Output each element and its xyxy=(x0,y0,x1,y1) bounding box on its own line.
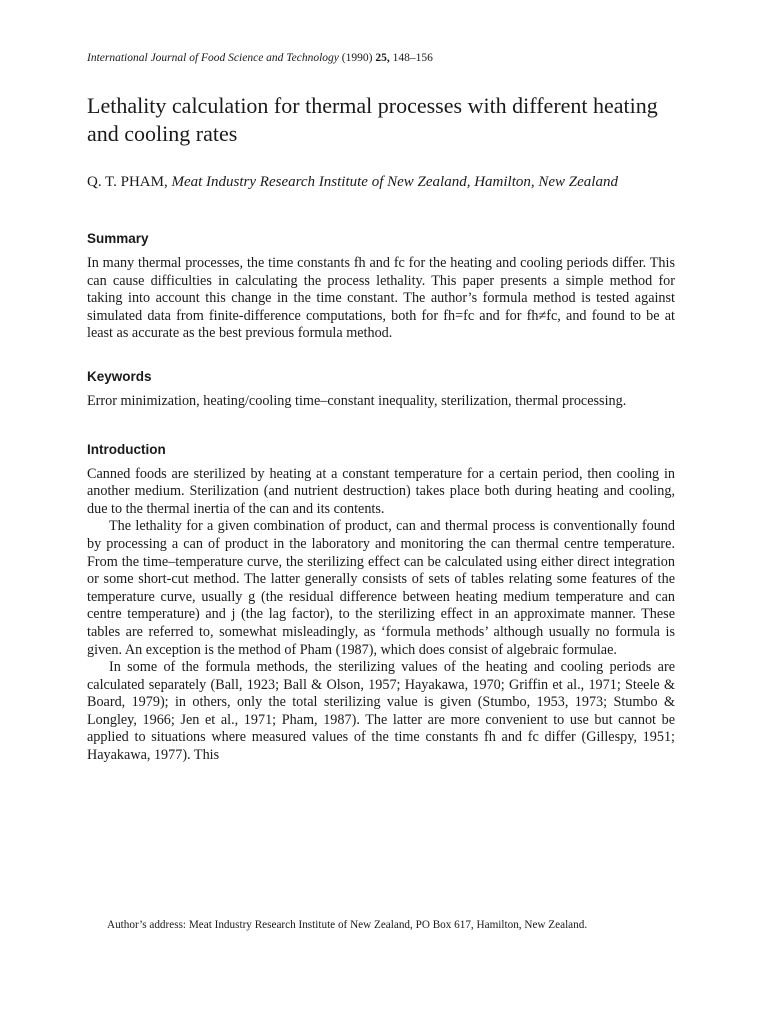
article-title: Lethality calculation for thermal processes with different heating and cooling rates xyxy=(87,93,658,146)
keywords-text: Error minimization, heating/cooling time–constant inequality, sterilization, thermal processing. xyxy=(87,392,627,409)
author-name: Q. T. PHAM, xyxy=(87,174,168,190)
author-affiliation: Meat Industry Research Institute of New Zealand, Hamilton, New Zealand xyxy=(171,174,618,190)
author-line xyxy=(87,172,675,192)
journal-name: International Journal of Food Science and Technology xyxy=(87,52,339,64)
introduction-paragraph-2: The lethality for a given combination of product, can and thermal process is conventionally found by processing a can of product in the laboratory and monitoring the can thermal centre temperature. From the time–temperature curve, the sterilizing effect can be calculated using either direct integration or some short-cut method. The latter generally consists of sets of tables relating some features of the temperature curve, usually g (the residual difference between heating medium temperature and can centre temperature) and j (the lag factor), to the sterilizing effect in an approximate manner. These tables are referred to, somewhat misleadingly, as ‘formula methods’ although usually no formula is given. An exception is the method of Pham (1987), which does consist of algebraic formulae. xyxy=(87,518,675,658)
journal-pages: 148–156 xyxy=(392,52,433,64)
author-address-footnote: Author’s address: Meat Industry Research Institute of New Zealand, PO Box 617, Hamilton, New Zealand. xyxy=(107,919,588,931)
journal-volume: 25, xyxy=(375,52,390,64)
summary-text: In many thermal processes, the time constants fh and fc for the heating and cooling periods differ. This can cause difficulties in calculating the process lethality. This paper presents a simple method for taking into account this change in the time constant. The author’s formula method is tested against simulated data from finite-difference computations, both for fh=fc and for fh≠fc, and found to be at least as accurate as the best previous formula method. xyxy=(87,255,675,342)
introduction-heading: Introduction xyxy=(87,441,166,457)
article-page xyxy=(87,50,675,765)
journal-citation xyxy=(87,50,675,66)
summary-heading: Summary xyxy=(87,231,149,246)
introduction-paragraph-1: Canned foods are sterilized by heating at a constant temperature for a certain period, then cooling in another medium. Sterilization (and nutrient destruction) takes place both during heating and cooling, due to the thermal inertia of the can and its contents. xyxy=(87,465,675,517)
introduction-paragraph-3: In some of the formula methods, the sterilizing values of the heating and cooling periods are calculated separately (Ball, 1923; Ball & Olson, 1957; Hayakawa, 1970; Griffin et al., 1971; Steele & Board, 1979); in others, only the total sterilizing value is given (Stumbo, 1953, 1973; Stumbo & Longley, 1966; Jen et al., 1971; Pham, 1987). The latter are more convenient to use but cannot be applied to situations where measured values of the time constants fh and fc differ (Gillespy, 1951; Hayakawa, 1977). This xyxy=(87,659,675,764)
keywords-heading: Keywords xyxy=(87,368,152,384)
journal-year: (1990) xyxy=(341,52,373,64)
